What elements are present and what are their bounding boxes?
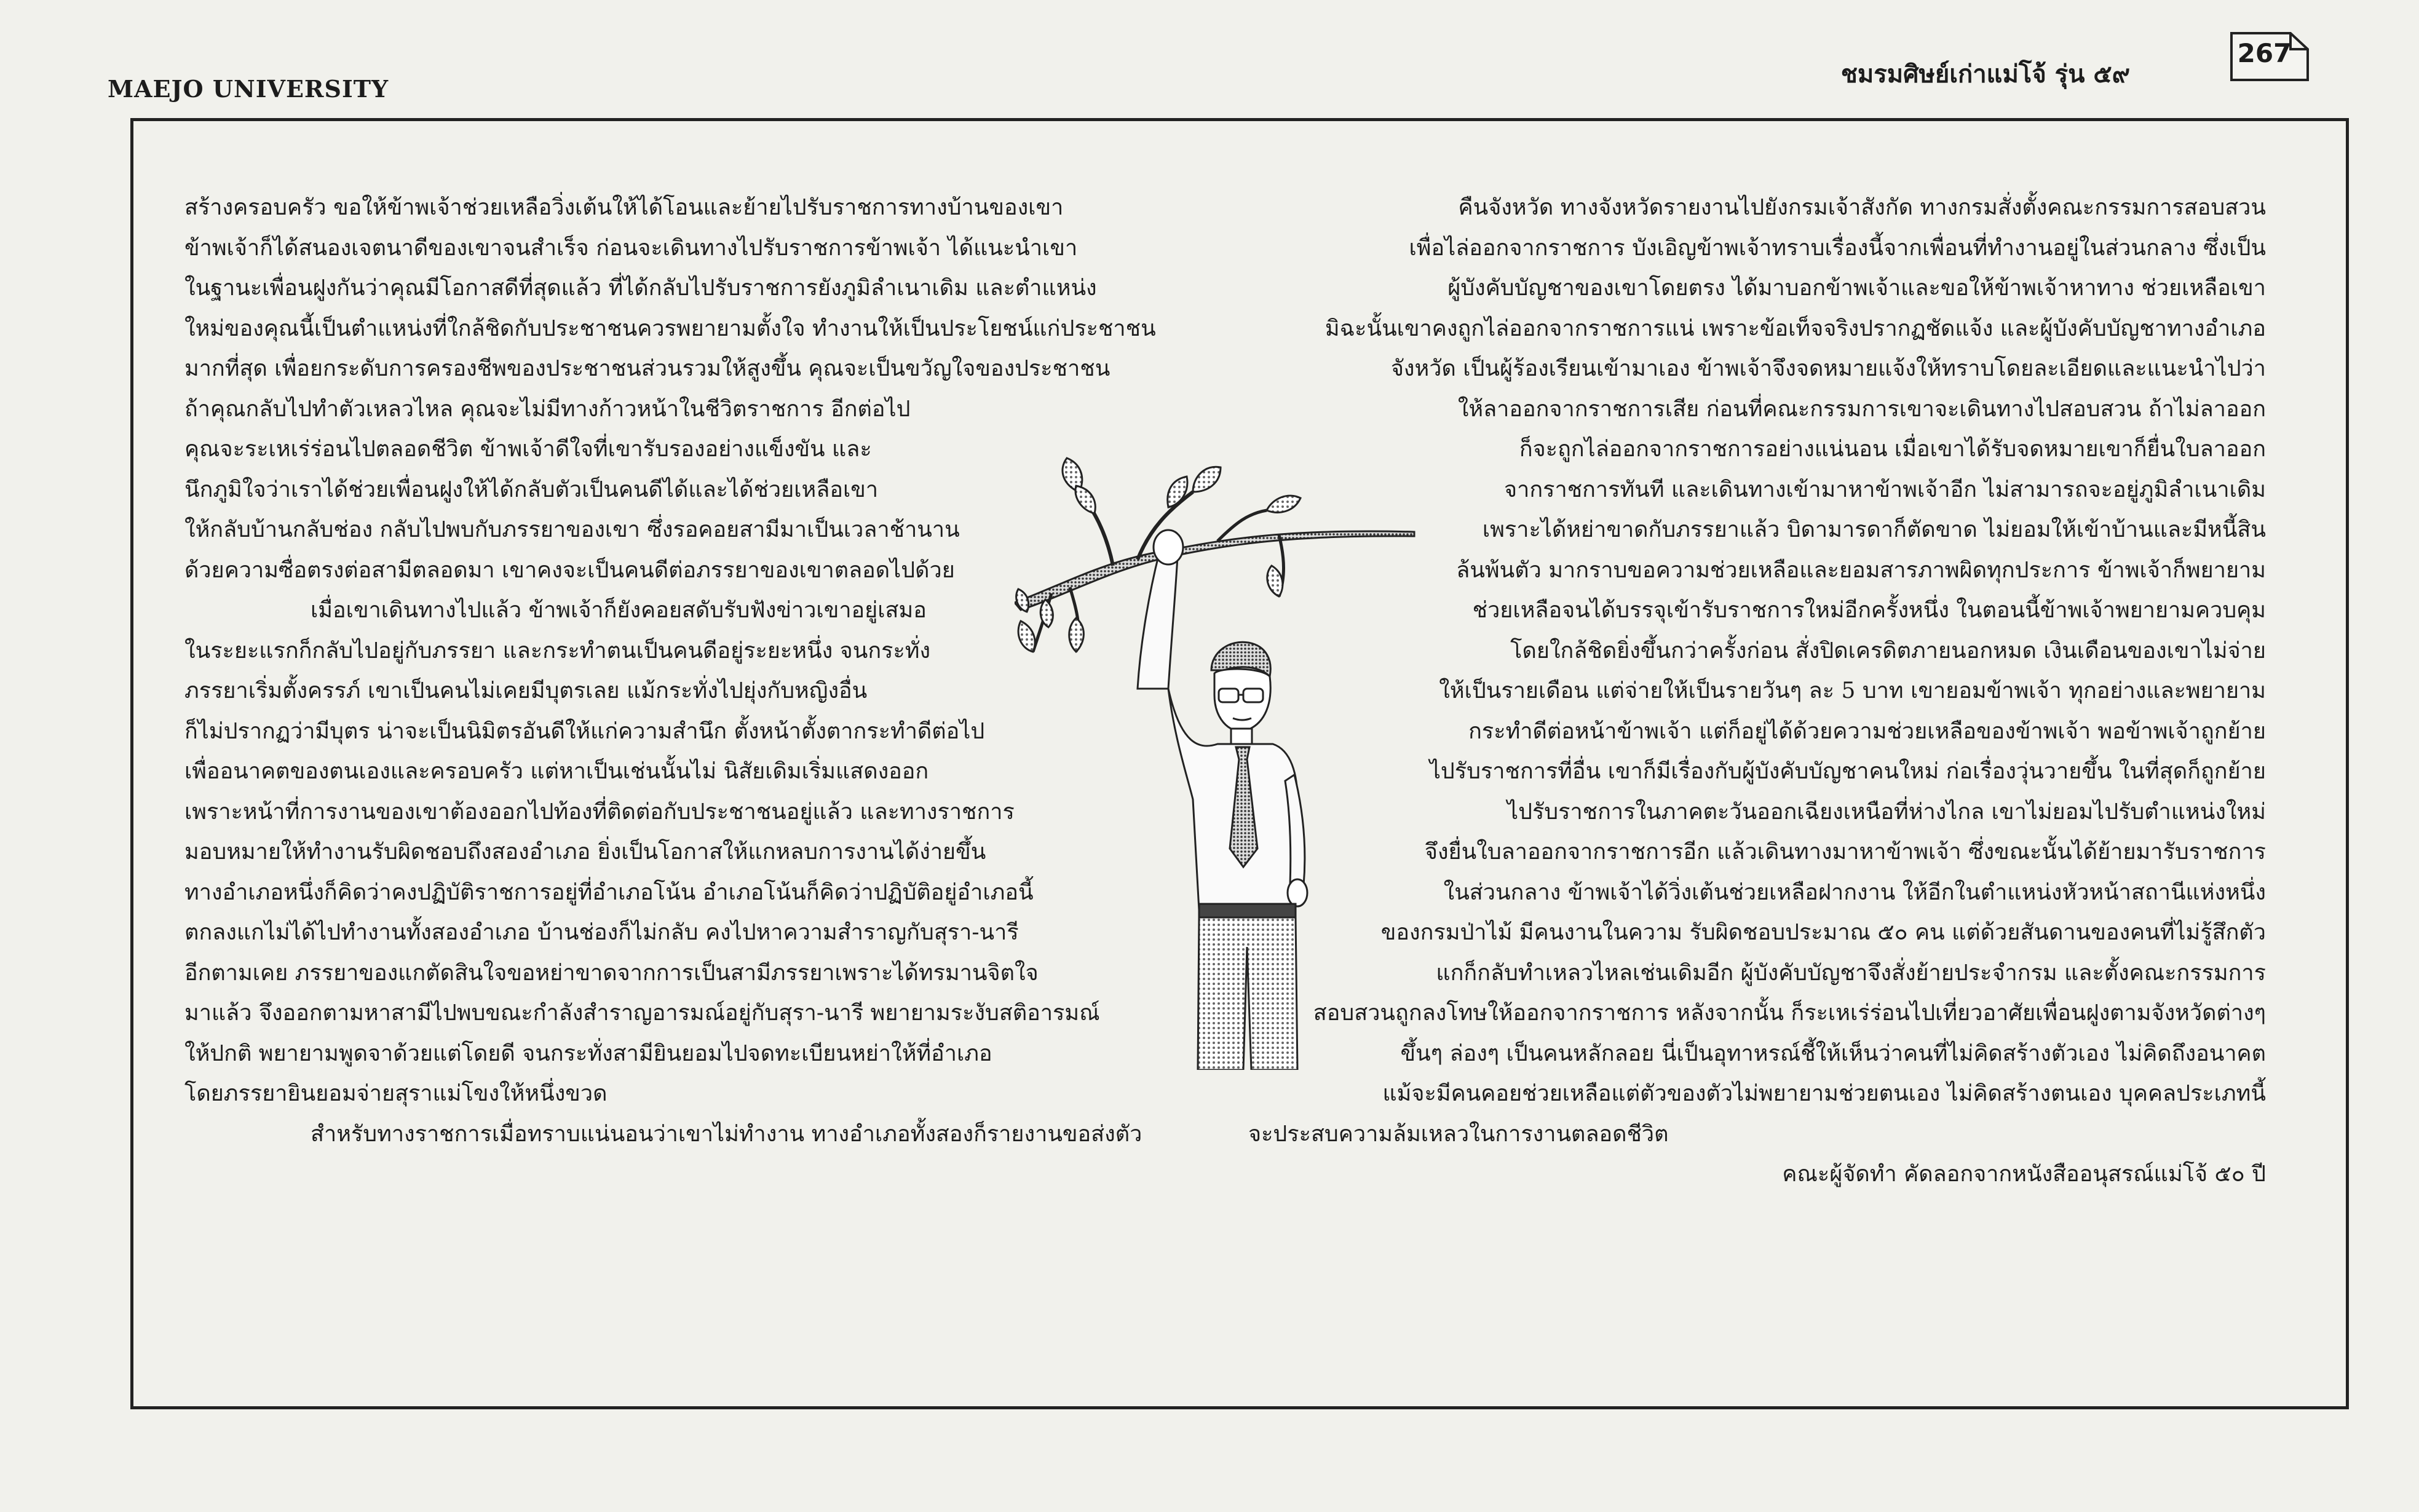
left-line: ทางอำเภอหนึ่งก็คิดว่าคงปฏิบัติราชการอยู่ที่อำเภอโน้น อำเภอโน้นก็คิดว่าปฏิบัติอยู่อำเภอนี้	[184, 879, 1034, 905]
leaf	[1018, 621, 1035, 652]
right-line: ช่วยเหลือจนได้บรรจุเข้ารับราชการใหม่อีกครั้งหนึ่ง ในตอนนี้ข้าพเจ้าพยายามควบคุม	[1472, 598, 2266, 623]
left-line: อีกตามเคย ภรรยาของแกตัดสินใจขอหย่าขาดจากการเป็นสามีภรรยาเพราะได้ทรมานจิตใจ	[184, 960, 1039, 986]
leaf	[1193, 467, 1221, 492]
left-column	[184, 188, 1156, 1154]
right-line: สอบสวนถูกลงโทษให้ออกจากราชการ หลังจากนั้น ก็ระเหเร่ร่อนไปเที่ยวอาศัยเพื่อนฝูงตามจังหวัดต่างๆ	[1313, 1000, 2266, 1026]
left-line: โดยภรรยายินยอมจ่ายสุราแม่โขงให้หนึ่งขวด	[184, 1081, 608, 1106]
right-line: จึงยื่นใบลาออกจากราชการอีก แล้วเดินทางมาหาข้าพเจ้า ซึ่งขณะนั้นได้ย้ายมารับราชการ	[1424, 839, 2266, 865]
page-number-text: 267	[2237, 38, 2292, 68]
right-line: ให้เป็นรายเดือน แต่จ่ายให้เป็นรายวันๆ ละ 5 บาท เขายอมข้าพเจ้า ทุกอย่างและพยายาม	[1439, 678, 2266, 703]
left-line: ถ้าคุณกลับไปทำตัวเหลวไหล คุณจะไม่มีทางก้าวหน้าในชีวิตราชการ อีกต่อไป	[184, 396, 911, 422]
left-line: ภรรยาเริ่มตั้งครรภ์ เขาเป็นคนไม่เคยมีบุตรเลย แม้กระทั่งไปยุ่งกับหญิงอื่น	[184, 678, 868, 703]
header-left-title: MAEJO UNIVERSITY	[108, 75, 389, 103]
left-line: ข้าพเจ้าก็ได้สนองเจตนาดีของเขาจนสำเร็จ ก่อนจะเดินทางไปรับราชการข้าพเจ้า ได้แนะนำเขา	[184, 235, 1078, 261]
left-line: มากที่สุด เพื่อยกระดับการครองชีพของประชาชนส่วนรวมให้สูงขึ้น คุณจะเป็นขวัญใจของประชาชน	[184, 356, 1111, 381]
right-line: จากราชการทันที และเดินทางเข้ามาหาข้าพเจ้าอีก ไม่สามารถจะอยู่ภูมิลำเนาเดิม	[1504, 477, 2266, 502]
right-line: ไปรับราชการที่อื่น เขาก็มีเรื่องกับผู้บังคับบัญชาคนใหม่ ก่อเรื่องวุ่นวายขึ้น ในที่สุดก็ถูกย้าย	[1429, 759, 2266, 784]
left-line: มอบหมายให้ทำงานรับผิดชอบถึงสองอำเภอ ยิ่งเป็นโอกาสให้แกหลบการงานได้ง่ายขึ้น	[184, 839, 986, 865]
right-line: ไปรับราชการในภาคตะวันออกเฉียงเหนือที่ห่างไกล เขาไม่ยอมไปรับตำแหน่งใหม่	[1506, 799, 2266, 825]
left-line: เพราะหน้าที่การงานของเขาต้องออกไปท้องที่ติดต่อกับประชาชนอยู่แล้ว และทางราชการ	[184, 799, 1015, 825]
right-line: กระทำดีต่อหน้าข้าพเจ้า แต่ก็อยู่ได้ด้วยความช่วยเหลือของข้าพเจ้า พอข้าพเจ้าถูกย้าย	[1468, 718, 2266, 744]
hanging-man-illustration	[1015, 455, 1420, 1070]
trousers	[1198, 917, 1297, 1070]
right-line: จังหวัด เป็นผู้ร้องเรียนเข้ามาเอง ข้าพเจ้าจึงจดหมายแจ้งให้ทราบโดยละเอียดและแนะนำไปว่า	[1390, 356, 2266, 381]
right-line: จะประสบความล้มเหลวในการงานตลอดชีวิต	[1248, 1121, 1669, 1147]
left-line: คุณจะระเหเร่ร่อนไปตลอดชีวิต ข้าพเจ้าดีใจที่เขารับรองอย่างแข็งขัน และ	[184, 437, 872, 462]
left-line: ตกลงแกไม่ได้ไปทำงานทั้งสองอำเภอ บ้านช่องก็ไม่กลับ คงไปหาความสำราญกับสุรา-นารี	[184, 920, 1019, 945]
right-line: มิฉะนั้นเขาคงถูกไล่ออกจากราชการแน่ เพราะข้อเท็จจริงปรากฏชัดแจ้ง และผู้บังคับบัญชาทางอำเภอ	[1324, 315, 2266, 341]
right-line: ล้นพ้นตัว มากราบขอความช่วยเหลือและยอมสารภาพผิดทุกประการ ข้าพเจ้าก็พยายาม	[1456, 557, 2266, 583]
page-number	[2229, 31, 2312, 83]
left-line: ให้กลับบ้านกลับช่อง กลับไปพบกับภรรยาของเขา ซึ่งรอคอยสามีมาเป็นเวลาช้านาน	[184, 517, 960, 542]
right-line: ของกรมป่าไม้ มีคนงานในความ รับผิดชอบประมาณ ๕๐ คน แต่ด้วยสันดานของคนที่ไม่รู้สึกตัว	[1380, 920, 2266, 945]
leaf	[1267, 566, 1283, 596]
left-line: เมื่อเขาเดินทางไปแล้ว ข้าพเจ้าก็ยังคอยสดับรับฟังข่าวเขาอยู่เสมอ	[311, 598, 927, 623]
left-line: นึกภูมิใจว่าเราได้ช่วยเพื่อนฝูงให้ได้กลับตัวเป็นคนดีได้และได้ช่วยเหลือเขา	[184, 477, 879, 502]
left-line: มาแล้ว จึงออกตามหาสามีไปพบขณะกำลังสำราญอารมณ์อยู่กับสุรา-นารี พยายามระงับสติอารมณ์	[184, 1000, 1100, 1026]
right-line: ในส่วนกลาง ข้าพเจ้าได้วิ่งเต้นช่วยเหลือฝากงาน ให้อีกในตำแหน่งหัวหน้าสถานีแห่งหนึ่ง	[1443, 879, 2266, 905]
left-line: ในฐานะเพื่อนฝูงกันว่าคุณมีโอกาสดีที่สุดแล้ว ที่ได้กลับไปรับราชการยังภูมิลำเนาเดิม และตำแหน่ง	[184, 275, 1097, 301]
right-line: โดยใกล้ชิดยิ่งขึ้นกว่าครั้งก่อน สั่งปิดเครดิตภายนอกหมด เงินเดือนของเขาไม่จ่าย	[1510, 638, 2266, 663]
right-line: คณะผู้จัดทำ คัดลอกจากหนังสืออนุสรณ์แม่โจ้ ๕๐ ปี	[1782, 1162, 2266, 1187]
leaf	[1168, 477, 1187, 507]
right-line: ขึ้นๆ ล่องๆ เป็นคนหลักลอย นี่เป็นอุทาหรณ์ชี้ให้เห็นว่าคนที่ไม่คิดสร้างตัวเอง ไม่คิดถึงอนาคต	[1400, 1040, 2266, 1066]
left-line: ด้วยความซื่อตรงต่อสามีตลอดมา เขาคงจะเป็นคนดีต่อภรรยาของเขาตลอดไปด้วย	[184, 557, 955, 583]
left-line: ก็ไม่ปรากฏว่ามีบุตร น่าจะเป็นนิมิตรอันดีให้แก่ความสำนึก ตั้งหน้าตั้งตากระทำดีต่อไป	[184, 718, 985, 744]
right-line: ผู้บังคับบัญชาของเขาโดยตรง ได้มาบอกข้าพเจ้าและขอให้ข้าพเจ้าหาทาง ช่วยเหลือเขา	[1447, 275, 2266, 301]
left-line: สร้างครอบครัว ขอให้ข้าพเจ้าช่วยเหลือวิ่งเต้นให้ได้โอนและย้ายไปรับราชการทางบ้านของเขา	[184, 195, 1064, 220]
leaf	[1069, 618, 1084, 652]
raised-arm	[1138, 553, 1178, 689]
left-line: ให้ปกติ พยายามพูดจาด้วยแต่โดยดี จนกระทั่งสามียินยอมไปจดทะเบียนหย่าให้ที่อำเภอ	[184, 1040, 992, 1066]
leaf	[1267, 496, 1301, 512]
leaf	[1016, 589, 1029, 612]
right-line: เพราะได้หย่าขาดกับภรรยาแล้ว บิดามารดาก็ตัดขาด ไม่ยอมให้เข้าบ้านและมีหนี้สิน	[1482, 517, 2266, 542]
right-line: คืนจังหวัด ทางจังหวัดรายงานไปยังกรมเจ้าสังกัด ทางกรมสั่งตั้งคณะกรรมการสอบสวน	[1458, 195, 2266, 220]
hand	[1154, 530, 1183, 564]
right-line: เพื่อไล่ออกจากราชการ บังเอิญข้าพเจ้าทราบเรื่องนี้จากเพื่อนที่ทำงานอยู่ในส่วนกลาง ซึ่งเป็น	[1409, 235, 2266, 261]
right-line: แม้จะมีคนคอยช่วยเหลือแต่ตัวของตัวไม่พยายามช่วยตนเอง ไม่คิดสร้างตนเอง บุคคลประเภทนี้	[1382, 1081, 2266, 1106]
right-line: แกก็กลับทำเหลวไหลเช่นเดิมอีก ผู้บังคับบัญชาจึงสั่งย้ายประจำกรม และตั้งคณะกรรมการ	[1436, 960, 2266, 986]
header-right-title: ชมรมศิษย์เก่าแม่โจ้ รุ่น ๕๙	[1840, 60, 2130, 89]
left-line: ใหม่ของคุณนี้เป็นตำแหน่งที่ใกล้ชิดกับประชาชนควรพยายามตั้งใจ ทำงานให้เป็นประโยชน์แก่ประชาชน	[184, 315, 1156, 341]
right-line: ก็จะถูกไล่ออกจากราชการอย่างแน่นอน เมื่อเขาได้รับจดหมายเขาก็ยื่นใบลาออก	[1519, 437, 2266, 462]
left-line: ในระยะแรกก็กลับไปอยู่กับภรรยา และกระทำตนเป็นคนดีอยู่ระยะหนึ่ง จนกระทั่ง	[184, 638, 931, 663]
leaf	[1075, 486, 1095, 513]
left-line: เพื่ออนาคตของตนเองและครอบครัว แต่หาเป็นเช่นนั้นไม่ นิสัยเดิมเริ่มแสดงออก	[184, 759, 929, 784]
right-line: ให้ลาออกจากราชการเสีย ก่อนที่คณะกรรมการเขาจะเดินทางไปสอบสวน ถ้าไม่ลาออก	[1457, 396, 2266, 422]
left-line: สำหรับทางราชการเมื่อทราบแน่นอนว่าเขาไม่ทำงาน ทางอำเภอทั้งสองก็รายงานขอส่งตัว	[311, 1121, 1142, 1147]
